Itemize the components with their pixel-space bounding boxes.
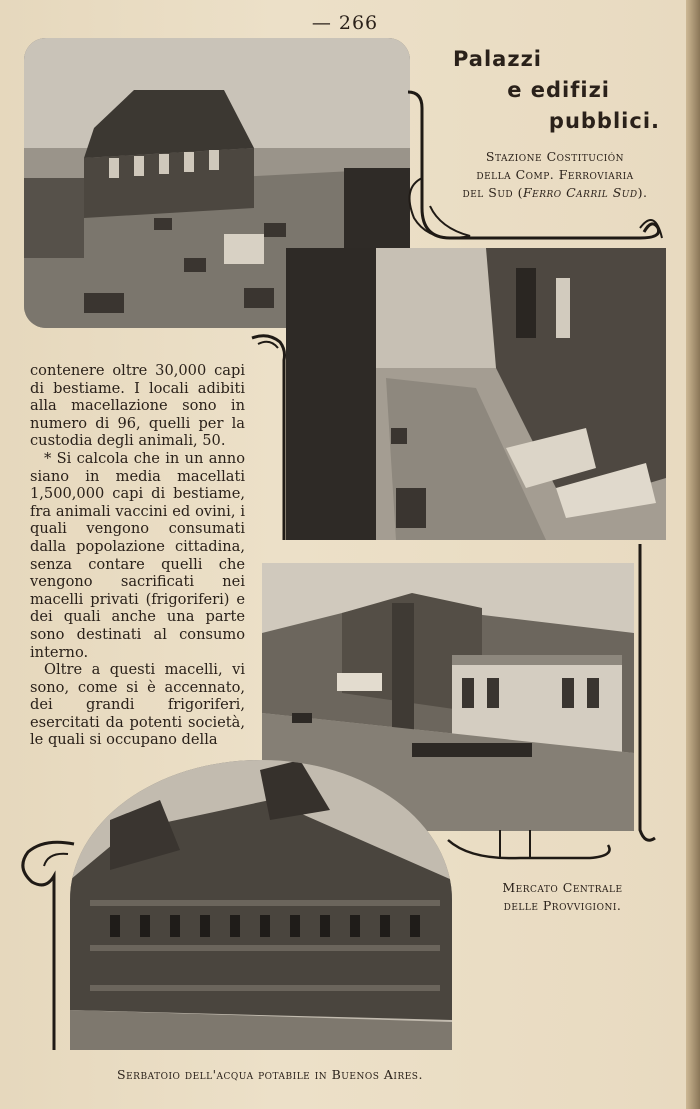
caption-stazione-line-3-plain: del Sud ( xyxy=(462,185,523,200)
caption-stazione-line-1: Stazione Costitución xyxy=(485,149,625,164)
page-edge-shadow xyxy=(686,0,700,1109)
body-paragraph-2: * Si calcola che in un anno siano in media macellati 1,500,000 capi di bestiame, fra animali vaccini ed ovini, i quali vengono consumati dalla popolazione cittadina, senza contare quelli che vengono sacrificati nei macelli privati (frigoriferi) e dei quali anche una parte sono destinati al consumo interno. xyxy=(30,449,245,661)
ornament-left-bracket xyxy=(250,330,290,545)
caption-stazione-line-3-italic: Ferro Carril Sud xyxy=(522,185,638,200)
caption-stazione-line-3 xyxy=(440,184,670,202)
caption-stazione-line-3-end: ). xyxy=(637,185,648,200)
heading-line-2: e edifizi xyxy=(507,78,610,102)
photo-street-view xyxy=(286,248,666,540)
caption-mercato-line-1: Mercato Centrale xyxy=(502,880,623,895)
caption-mercato-line-2: delle Provvigioni. xyxy=(503,898,622,913)
body-paragraph-3: Oltre a questi macelli, vi sono, come si è accennato, dei grandi frigoriferi, esercitati da potenti società, le quali si occupano della xyxy=(30,661,245,749)
heading-line-3: pubblici. xyxy=(548,109,660,133)
heading-line-1: Palazzi xyxy=(452,47,542,71)
page-number: — 266 xyxy=(311,12,379,34)
body-text xyxy=(30,362,245,749)
ornament-middle-right xyxy=(440,540,670,865)
ornament-bottom-left xyxy=(14,830,84,1055)
caption-serbatoio: Serbatoio dell'acqua potabile in Buenos Aires. xyxy=(117,1067,423,1082)
section-heading xyxy=(453,44,660,137)
caption-stazione xyxy=(440,148,670,202)
caption-stazione-line-2: della Comp. Ferroviaria xyxy=(476,167,634,182)
caption-mercato xyxy=(455,879,670,915)
photo-serbatoio-acqua xyxy=(70,760,452,1050)
body-paragraph-1: contenere oltre 30,000 capi di bestiame. I locali adibiti alla macellazione sono in numero di 96, quelli per la custodia degli animali, 50. xyxy=(30,362,245,450)
